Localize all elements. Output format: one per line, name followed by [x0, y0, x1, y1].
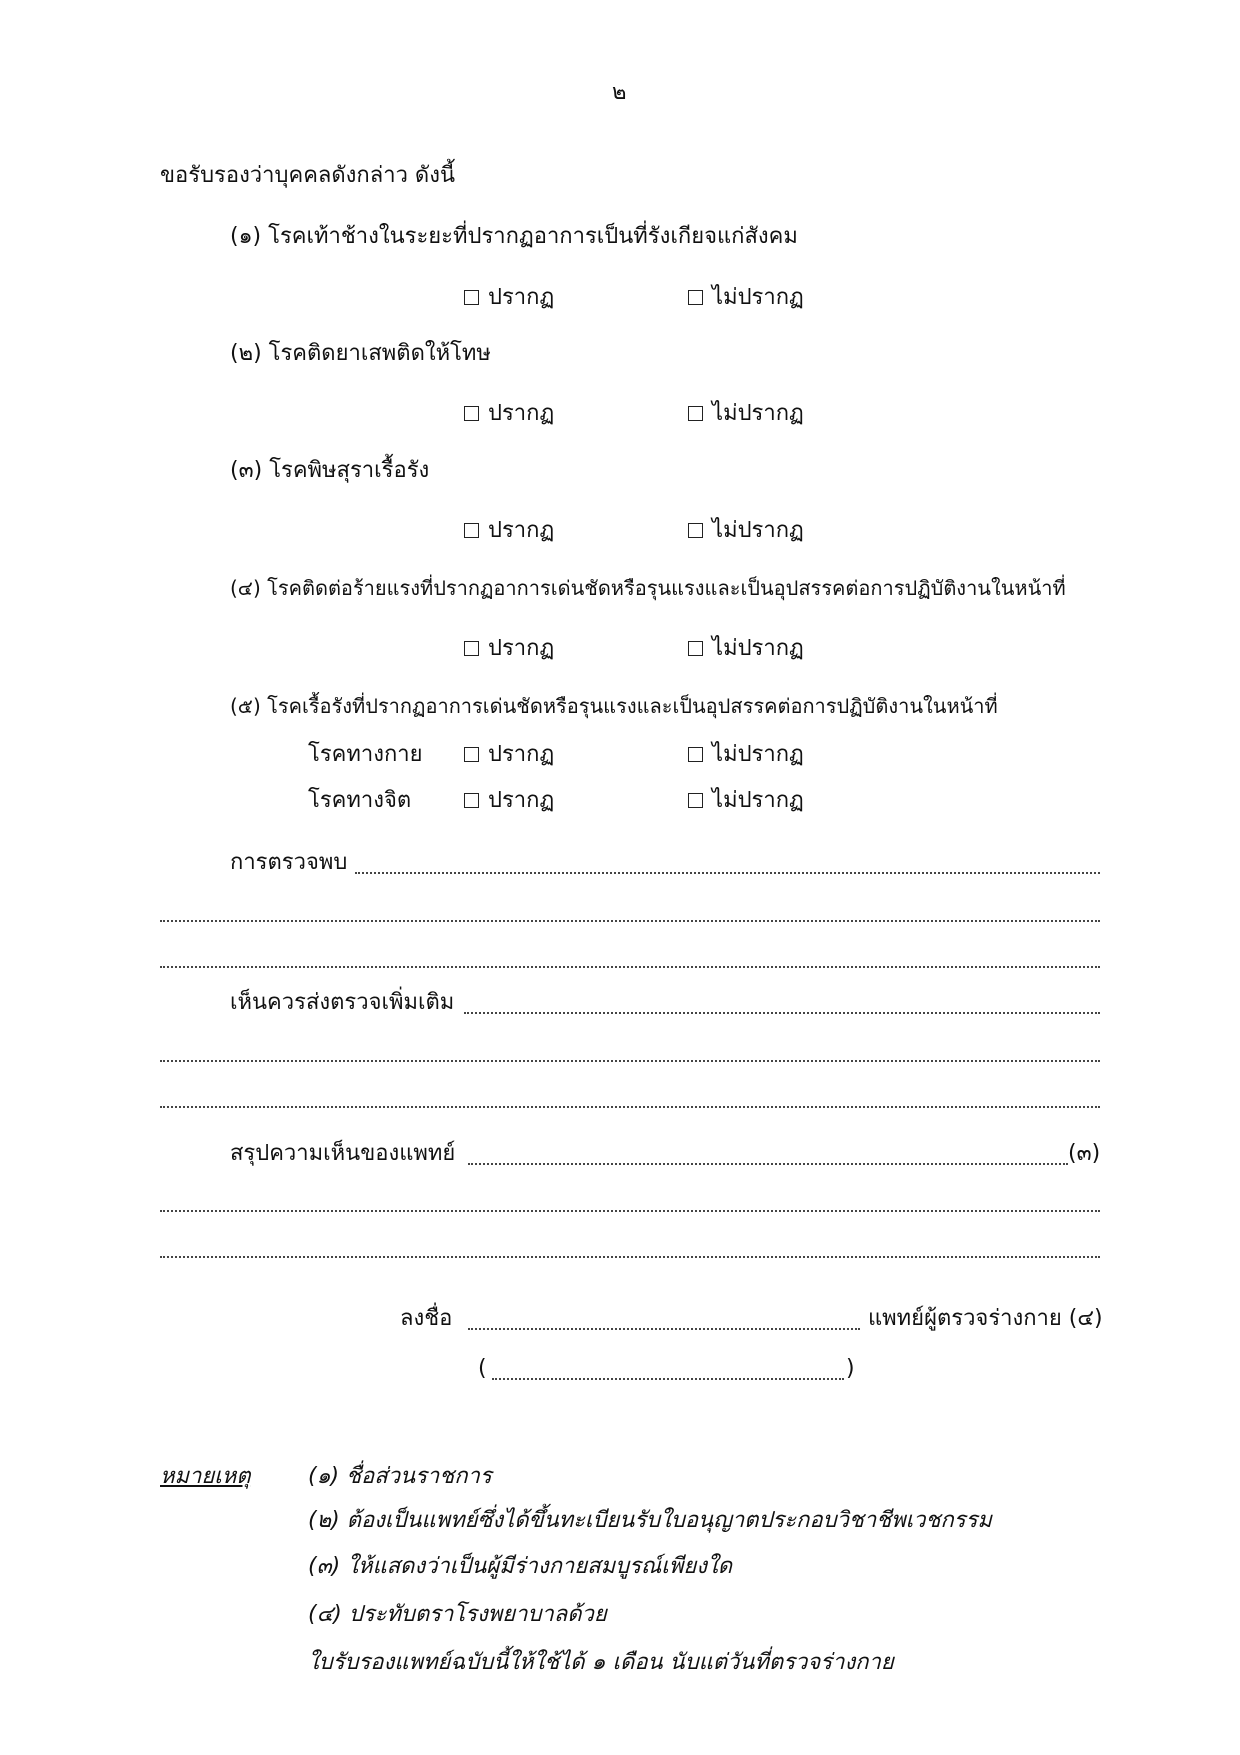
option-label: ไม่ปรากฏ [712, 401, 804, 426]
item-2-label: (๒) โรคติดยาเสพติดให้โทษ [230, 341, 491, 366]
sign-suffix: แพทย์ผู้ตรวจร่างกาย (๔) [868, 1306, 1103, 1331]
option-label: ปรากฏ [488, 285, 555, 310]
physical-absent-option[interactable] [688, 744, 804, 766]
summary-suffix: (๓) [1068, 1141, 1101, 1166]
option-label: ไม่ปรากฏ [712, 285, 804, 310]
findings-label: การตรวจพบ [230, 850, 348, 875]
option-label: ปรากฏ [488, 742, 555, 767]
summary-label: สรุปความเห็นของแพทย์ [230, 1141, 456, 1166]
summary-line-3[interactable] [160, 1256, 1100, 1258]
option-label: ไม่ปรากฏ [712, 518, 804, 543]
item-3-present-option[interactable] [464, 520, 554, 542]
remarks-heading: หมายเหตุ [160, 1464, 251, 1489]
page-number: ๒ [612, 80, 627, 105]
physical-absent-checkbox[interactable] [688, 747, 703, 762]
physical-label: โรคทางกาย [308, 742, 423, 767]
findings-line-3[interactable] [160, 966, 1100, 968]
item-4-present-checkbox[interactable] [464, 641, 479, 656]
remark-note-1: (๑) ชื่อส่วนราชการ [308, 1464, 492, 1489]
sign-label: ลงชื่อ [400, 1306, 453, 1331]
summary-line-1[interactable] [468, 1163, 1068, 1165]
item-5-label: (๕) โรคเรื้อรังที่ปรากฏอาการเด่นชัดหรือรุนแรงและเป็นอุปสรรคต่อการปฏิบัติงานในหน้าที่ [230, 694, 998, 718]
option-label: ไม่ปรากฏ [712, 742, 804, 767]
item-4-absent-option[interactable] [688, 638, 804, 660]
item-2-present-checkbox[interactable] [464, 406, 479, 421]
item-3-label: (๓) โรคพิษสุราเรื้อรัง [230, 458, 430, 483]
physical-present-option[interactable] [464, 744, 554, 766]
mental-present-checkbox[interactable] [464, 793, 479, 808]
mental-present-option[interactable] [464, 790, 554, 812]
remark-note-3: (๓) ให้แสดงว่าเป็นผู้มีร่างกายสมบูรณ์เพียงใด [308, 1554, 732, 1579]
item-1-options [464, 287, 554, 309]
option-label: ไม่ปรากฏ [712, 636, 804, 661]
option-label: ปรากฏ [488, 636, 555, 661]
remark-note-2: (๒) ต้องเป็นแพทย์ซึ่งได้ขึ้นทะเบียนรับใบอนุญาตประกอบวิชาชีพเวชกรรม [308, 1508, 992, 1533]
item-1-absent-checkbox[interactable] [688, 290, 703, 305]
item-2-present-option[interactable] [464, 403, 554, 425]
additional-line-3[interactable] [160, 1106, 1100, 1108]
item-1-absent-option[interactable] [688, 287, 804, 309]
intro-text: ขอรับรองว่าบุคคลดังกล่าว ดังนี้ [160, 163, 455, 188]
mental-absent-option[interactable] [688, 790, 804, 812]
item-1-present-option[interactable] [464, 287, 554, 309]
remark-note-4: (๔) ประทับตราโรงพยาบาลด้วย [308, 1602, 607, 1627]
mental-label: โรคทางจิต [308, 788, 412, 813]
physical-present-checkbox[interactable] [464, 747, 479, 762]
item-1-label: (๑) โรคเท้าช้างในระยะที่ปรากฏอาการเป็นที่รังเกียจแก่สังคม [230, 224, 798, 249]
item-2-absent-checkbox[interactable] [688, 406, 703, 421]
option-label: ปรากฏ [488, 401, 555, 426]
summary-line-2[interactable] [160, 1210, 1100, 1212]
item-2-absent-option[interactable] [688, 403, 804, 425]
item-4-absent-checkbox[interactable] [688, 641, 703, 656]
item-4-label: (๔) โรคติดต่อร้ายแรงที่ปรากฏอาการเด่นชัดหรือรุนแรงและเป็นอุปสรรคต่อการปฏิบัติงานในหน้าที่ [230, 576, 1066, 600]
option-label: ปรากฏ [488, 518, 555, 543]
additional-label: เห็นควรส่งตรวจเพิ่มเติม [230, 990, 455, 1015]
printed-name-line[interactable] [492, 1378, 844, 1380]
item-3-present-checkbox[interactable] [464, 523, 479, 538]
mental-absent-checkbox[interactable] [688, 793, 703, 808]
additional-line-1[interactable] [464, 1012, 1100, 1014]
item-3-absent-checkbox[interactable] [688, 523, 703, 538]
findings-line-1[interactable] [355, 872, 1100, 874]
additional-line-2[interactable] [160, 1060, 1100, 1062]
item-3-absent-option[interactable] [688, 520, 804, 542]
item-1-present-checkbox[interactable] [464, 290, 479, 305]
findings-line-2[interactable] [160, 920, 1100, 922]
item-4-present-option[interactable] [464, 638, 554, 660]
option-label: ไม่ปรากฏ [712, 788, 804, 813]
sign-close-paren: ) [846, 1356, 855, 1381]
sign-open-paren: ( [478, 1356, 487, 1381]
option-label: ปรากฏ [488, 788, 555, 813]
signature-line[interactable] [468, 1328, 860, 1330]
remark-note-5: ใบรับรองแพทย์ฉบับนี้ให้ใช้ได้ ๑ เดือน นับแต่วันที่ตรวจร่างกาย [308, 1650, 894, 1675]
